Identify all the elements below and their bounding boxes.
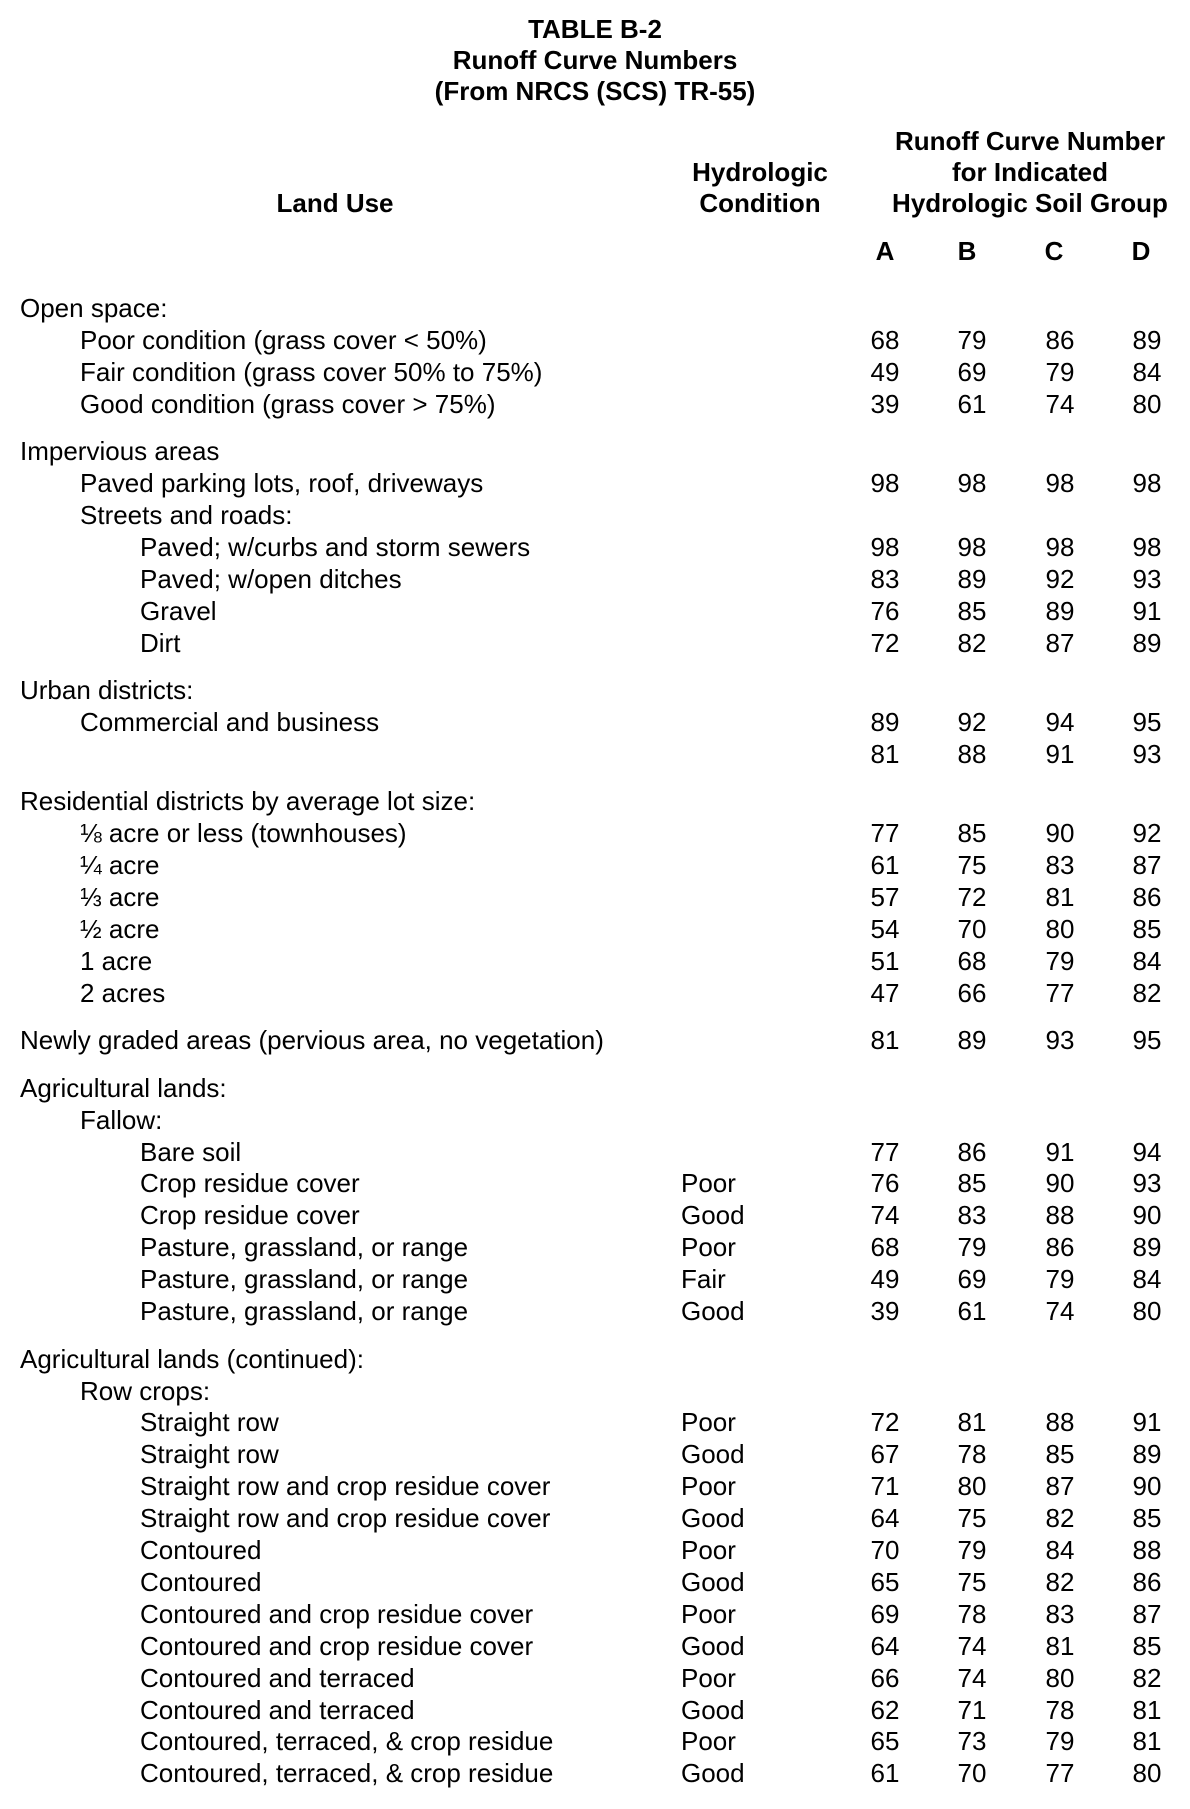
table-row <box>0 1598 1190 1630</box>
hydrologic-condition-cell: Good <box>681 1296 745 1326</box>
curve-number-b: 98 <box>957 532 987 562</box>
curve-number-d: 81 <box>1132 1695 1162 1725</box>
curve-number-d: 85 <box>1132 914 1162 944</box>
curve-number-c: 88 <box>1045 1407 1075 1437</box>
curve-number-d: 86 <box>1132 1567 1162 1597</box>
table-row <box>0 1231 1190 1263</box>
curve-number-d: 84 <box>1132 1264 1162 1294</box>
land-use-label: ½ acre <box>80 914 160 944</box>
header-hydrologic-condition-line: Hydrologic <box>692 157 828 187</box>
curve-number-b: 70 <box>957 1758 987 1788</box>
curve-number-c: 77 <box>1045 978 1075 1008</box>
table-row <box>0 785 1190 817</box>
curve-number-b: 68 <box>957 946 987 976</box>
curve-number-a: 64 <box>870 1503 900 1533</box>
land-use-label: Contoured, terraced, & crop residue <box>140 1726 554 1756</box>
curve-number-c: 78 <box>1045 1695 1075 1725</box>
curve-number-b: 86 <box>957 1137 987 1167</box>
curve-number-c: 98 <box>1045 468 1075 498</box>
land-use-label: Contoured and terraced <box>140 1663 415 1693</box>
curve-number-c: 89 <box>1045 596 1075 626</box>
curve-number-a: 51 <box>870 946 900 976</box>
curve-number-c: 79 <box>1045 1726 1075 1756</box>
land-use-label: Contoured, terraced, & crop residue <box>140 1758 554 1788</box>
land-use-label: Bare soil <box>140 1137 242 1167</box>
table-row <box>0 1757 1190 1789</box>
table-row <box>0 435 1190 467</box>
hydrologic-condition-cell: Poor <box>681 1471 736 1501</box>
curve-number-b: 70 <box>957 914 987 944</box>
curve-number-b: 61 <box>957 1296 987 1326</box>
curve-number-d: 89 <box>1132 1439 1162 1469</box>
curve-number-c: 79 <box>1045 946 1075 976</box>
header-hydrologic-condition <box>660 157 860 219</box>
hydrologic-condition-cell: Poor <box>681 1663 736 1693</box>
hydrologic-condition-cell: Good <box>681 1631 745 1661</box>
table-row <box>0 1295 1190 1327</box>
curve-number-b: 85 <box>957 596 987 626</box>
curve-number-c: 88 <box>1045 1200 1075 1230</box>
curve-number-c: 74 <box>1045 389 1075 419</box>
curve-number-d: 98 <box>1132 532 1162 562</box>
land-use-label: Pasture, grassland, or range <box>140 1264 469 1294</box>
soil-group-c-header: C <box>1044 236 1064 266</box>
table-row <box>0 817 1190 849</box>
curve-number-c: 98 <box>1045 532 1075 562</box>
curve-number-d: 82 <box>1132 1663 1162 1693</box>
hydrologic-condition-cell: Good <box>681 1567 745 1597</box>
soil-group-d-header: D <box>1131 236 1151 266</box>
header-curve-number-line: Runoff Curve Number <box>894 126 1166 156</box>
table-row <box>0 849 1190 881</box>
curve-number-c: 80 <box>1045 1663 1075 1693</box>
land-use-label: Crop residue cover <box>140 1200 360 1230</box>
curve-number-b: 73 <box>957 1726 987 1756</box>
land-use-label: Paved; w/open ditches <box>140 564 402 594</box>
curve-number-d: 80 <box>1132 389 1162 419</box>
land-use-label: Contoured <box>140 1567 262 1597</box>
land-use-label: Contoured and crop residue cover <box>140 1599 534 1629</box>
curve-number-c: 79 <box>1045 1264 1075 1294</box>
curve-number-a: 74 <box>870 1200 900 1230</box>
curve-number-b: 85 <box>957 1168 987 1198</box>
table-row <box>0 324 1190 356</box>
curve-number-d: 85 <box>1132 1631 1162 1661</box>
curve-number-a: 69 <box>870 1599 900 1629</box>
soil-group-b-header: B <box>957 236 977 266</box>
table-row <box>0 1438 1190 1470</box>
curve-number-c: 87 <box>1045 1471 1075 1501</box>
hydrologic-condition-cell: Good <box>681 1758 745 1788</box>
land-use-label: Fallow: <box>80 1105 163 1135</box>
table-row <box>0 467 1190 499</box>
curve-number-a: 81 <box>870 739 900 769</box>
table-row <box>0 499 1190 531</box>
land-use-label: 2 acres <box>80 978 166 1008</box>
table-row <box>0 1566 1190 1598</box>
table-row <box>0 945 1190 977</box>
table-title <box>0 14 1190 107</box>
curve-number-a: 65 <box>870 1567 900 1597</box>
hydrologic-condition-cell: Poor <box>681 1599 736 1629</box>
curve-number-a: 39 <box>870 389 900 419</box>
curve-number-c: 77 <box>1045 1758 1075 1788</box>
curve-number-b: 61 <box>957 389 987 419</box>
curve-number-c: 92 <box>1045 564 1075 594</box>
curve-number-b: 89 <box>957 564 987 594</box>
table-number: TABLE B-2 <box>528 14 662 44</box>
curve-number-a: 62 <box>870 1695 900 1725</box>
curve-number-c: 90 <box>1045 1168 1075 1198</box>
table-row <box>0 1662 1190 1694</box>
hydrologic-condition-cell: Good <box>681 1439 745 1469</box>
curve-number-b: 85 <box>957 818 987 848</box>
table-row <box>0 1470 1190 1502</box>
land-use-label: Straight row <box>140 1439 279 1469</box>
table-row <box>0 1199 1190 1231</box>
land-use-label: Residential districts by average lot size: <box>20 786 476 816</box>
land-use-label: Contoured and terraced <box>140 1695 415 1725</box>
curve-number-c: 81 <box>1045 882 1075 912</box>
curve-number-d: 93 <box>1132 739 1162 769</box>
header-curve-number-line: for Indicated <box>951 157 1108 187</box>
hydrologic-condition-cell: Poor <box>681 1535 736 1565</box>
header-curve-number <box>870 126 1190 219</box>
hydrologic-condition-cell: Good <box>681 1695 745 1725</box>
curve-number-d: 88 <box>1132 1535 1162 1565</box>
table-row <box>0 674 1190 706</box>
curve-number-b: 69 <box>957 1264 987 1294</box>
table-row <box>0 738 1190 770</box>
table-row <box>0 595 1190 627</box>
hydrologic-condition-cell: Poor <box>681 1232 736 1262</box>
table-row <box>0 1502 1190 1534</box>
land-use-label: Agricultural lands (continued): <box>20 1344 364 1374</box>
curve-number-a: 61 <box>870 850 900 880</box>
curve-number-b: 75 <box>957 850 987 880</box>
curve-number-d: 80 <box>1132 1758 1162 1788</box>
land-use-label: Impervious areas <box>20 436 220 466</box>
table-row <box>0 1343 1190 1375</box>
curve-number-d: 86 <box>1132 882 1162 912</box>
table-row <box>0 563 1190 595</box>
hydrologic-condition-cell: Fair <box>681 1264 726 1294</box>
curve-number-a: 77 <box>870 1137 900 1167</box>
curve-number-c: 90 <box>1045 818 1075 848</box>
curve-number-d: 93 <box>1132 1168 1162 1198</box>
table-row <box>0 292 1190 324</box>
curve-number-d: 90 <box>1132 1200 1162 1230</box>
curve-number-b: 79 <box>957 1232 987 1262</box>
land-use-label: Commercial and business <box>80 707 380 737</box>
header-hydrologic-condition-line: Condition <box>699 188 821 218</box>
header-land-use: Land Use <box>276 188 394 218</box>
curve-number-c: 91 <box>1045 739 1075 769</box>
land-use-label: Newly graded areas (pervious area, no vegetation) <box>20 1025 604 1055</box>
curve-number-b: 66 <box>957 978 987 1008</box>
land-use-label: Crop residue cover <box>140 1168 360 1198</box>
curve-number-a: 49 <box>870 1264 900 1294</box>
table-row <box>0 1072 1190 1104</box>
table-row <box>0 706 1190 738</box>
land-use-label: ¼ acre <box>80 850 160 880</box>
curve-number-a: 67 <box>870 1439 900 1469</box>
curve-number-b: 88 <box>957 739 987 769</box>
curve-number-d: 95 <box>1132 1025 1162 1055</box>
curve-number-a: 66 <box>870 1663 900 1693</box>
land-use-label: Agricultural lands: <box>20 1073 227 1103</box>
land-use-label: Row crops: <box>80 1376 211 1406</box>
curve-number-b: 71 <box>957 1695 987 1725</box>
curve-number-b: 74 <box>957 1663 987 1693</box>
table-row <box>0 356 1190 388</box>
hydrologic-condition-cell: Good <box>681 1503 745 1533</box>
curve-number-b: 78 <box>957 1599 987 1629</box>
curve-number-a: 68 <box>870 1232 900 1262</box>
curve-number-a: 83 <box>870 564 900 594</box>
land-use-label: Contoured <box>140 1535 262 1565</box>
curve-number-b: 69 <box>957 357 987 387</box>
curve-number-c: 86 <box>1045 1232 1075 1262</box>
land-use-label: Urban districts: <box>20 675 194 705</box>
curve-number-c: 83 <box>1045 1599 1075 1629</box>
land-use-label: Streets and roads: <box>80 500 293 530</box>
curve-number-a: 47 <box>870 978 900 1008</box>
table-row <box>0 1104 1190 1136</box>
curve-number-a: 72 <box>870 628 900 658</box>
curve-number-a: 76 <box>870 596 900 626</box>
curve-number-a: 49 <box>870 357 900 387</box>
curve-number-d: 89 <box>1132 325 1162 355</box>
table-row <box>0 1136 1190 1168</box>
table-row <box>0 1694 1190 1726</box>
land-use-label: Open space: <box>20 293 168 323</box>
hydrologic-condition-cell: Poor <box>681 1407 736 1437</box>
land-use-label: 1 acre <box>80 946 153 976</box>
curve-number-c: 81 <box>1045 1631 1075 1661</box>
table-row <box>0 1406 1190 1438</box>
curve-number-b: 98 <box>957 468 987 498</box>
curve-number-b: 75 <box>957 1503 987 1533</box>
table-row <box>0 881 1190 913</box>
curve-number-a: 71 <box>870 1471 900 1501</box>
land-use-label: Fair condition (grass cover 50% to 75%) <box>80 357 543 387</box>
curve-number-c: 74 <box>1045 1296 1075 1326</box>
curve-number-d: 87 <box>1132 1599 1162 1629</box>
curve-number-b: 78 <box>957 1439 987 1469</box>
hydrologic-condition-cell: Poor <box>681 1168 736 1198</box>
curve-number-a: 76 <box>870 1168 900 1198</box>
curve-number-b: 79 <box>957 1535 987 1565</box>
curve-number-c: 83 <box>1045 850 1075 880</box>
curve-number-b: 72 <box>957 882 987 912</box>
land-use-label: Pasture, grassland, or range <box>140 1296 469 1326</box>
land-use-label: Paved; w/curbs and storm sewers <box>140 532 531 562</box>
table-name: Runoff Curve Numbers <box>452 45 738 75</box>
curve-number-c: 79 <box>1045 357 1075 387</box>
curve-number-a: 61 <box>870 1758 900 1788</box>
land-use-label: Contoured and crop residue cover <box>140 1631 534 1661</box>
soil-group-a-header: A <box>875 236 895 266</box>
curve-number-d: 85 <box>1132 1503 1162 1533</box>
curve-number-d: 84 <box>1132 357 1162 387</box>
curve-number-d: 89 <box>1132 628 1162 658</box>
curve-number-b: 81 <box>957 1407 987 1437</box>
land-use-label: ⅓ acre <box>80 882 160 912</box>
curve-number-c: 91 <box>1045 1137 1075 1167</box>
curve-number-b: 74 <box>957 1631 987 1661</box>
curve-number-b: 79 <box>957 325 987 355</box>
curve-number-c: 84 <box>1045 1535 1075 1565</box>
table-row <box>0 1375 1190 1407</box>
land-use-label: ⅛ acre or less (townhouses) <box>80 818 407 848</box>
curve-number-d: 89 <box>1132 1232 1162 1262</box>
curve-number-a: 68 <box>870 325 900 355</box>
curve-number-a: 64 <box>870 1631 900 1661</box>
header-curve-number-line: Hydrologic Soil Group <box>892 188 1168 218</box>
table-row <box>0 913 1190 945</box>
curve-number-c: 82 <box>1045 1567 1075 1597</box>
table-row <box>0 1263 1190 1295</box>
curve-number-c: 87 <box>1045 628 1075 658</box>
table-row <box>0 531 1190 563</box>
curve-number-d: 91 <box>1132 1407 1162 1437</box>
curve-number-b: 83 <box>957 1200 987 1230</box>
curve-number-c: 93 <box>1045 1025 1075 1055</box>
curve-number-a: 70 <box>870 1535 900 1565</box>
curve-number-b: 82 <box>957 628 987 658</box>
curve-number-d: 95 <box>1132 707 1162 737</box>
table-row <box>0 1024 1190 1056</box>
land-use-label: Straight row <box>140 1407 279 1437</box>
table-row <box>0 1167 1190 1199</box>
curve-number-a: 81 <box>870 1025 900 1055</box>
curve-number-c: 85 <box>1045 1439 1075 1469</box>
curve-number-a: 57 <box>870 882 900 912</box>
table-source: (From NRCS (SCS) TR-55) <box>434 76 756 106</box>
curve-number-c: 94 <box>1045 707 1075 737</box>
land-use-label: Straight row and crop residue cover <box>140 1503 551 1533</box>
curve-number-a: 39 <box>870 1296 900 1326</box>
curve-number-d: 98 <box>1132 468 1162 498</box>
land-use-label: Gravel <box>140 596 217 626</box>
curve-number-d: 90 <box>1132 1471 1162 1501</box>
curve-number-b: 80 <box>957 1471 987 1501</box>
land-use-label: Good condition (grass cover > 75%) <box>80 389 496 419</box>
curve-number-a: 65 <box>870 1726 900 1756</box>
curve-number-d: 92 <box>1132 818 1162 848</box>
land-use-label: Pasture, grassland, or range <box>140 1232 469 1262</box>
land-use-label: Poor condition (grass cover < 50%) <box>80 325 487 355</box>
curve-number-c: 80 <box>1045 914 1075 944</box>
land-use-label: Paved parking lots, roof, driveways <box>80 468 484 498</box>
curve-number-a: 98 <box>870 468 900 498</box>
curve-number-d: 82 <box>1132 978 1162 1008</box>
curve-number-b: 89 <box>957 1025 987 1055</box>
curve-number-c: 86 <box>1045 325 1075 355</box>
curve-number-d: 87 <box>1132 850 1162 880</box>
curve-number-d: 91 <box>1132 596 1162 626</box>
table-row <box>0 1534 1190 1566</box>
curve-number-b: 75 <box>957 1567 987 1597</box>
curve-number-a: 54 <box>870 914 900 944</box>
hydrologic-condition-cell: Poor <box>681 1726 736 1756</box>
curve-number-d: 84 <box>1132 946 1162 976</box>
hydrologic-condition-cell: Good <box>681 1200 745 1230</box>
curve-number-d: 80 <box>1132 1296 1162 1326</box>
curve-number-a: 98 <box>870 532 900 562</box>
land-use-label: Dirt <box>140 628 181 658</box>
table-row <box>0 1725 1190 1757</box>
table-row <box>0 388 1190 420</box>
table-row <box>0 627 1190 659</box>
curve-number-d: 94 <box>1132 1137 1162 1167</box>
curve-number-a: 72 <box>870 1407 900 1437</box>
table-row <box>0 977 1190 1009</box>
curve-number-c: 82 <box>1045 1503 1075 1533</box>
curve-number-b: 92 <box>957 707 987 737</box>
curve-number-a: 77 <box>870 818 900 848</box>
curve-number-d: 81 <box>1132 1726 1162 1756</box>
curve-number-a: 89 <box>870 707 900 737</box>
curve-number-d: 93 <box>1132 564 1162 594</box>
table-row <box>0 1630 1190 1662</box>
land-use-label: Straight row and crop residue cover <box>140 1471 551 1501</box>
